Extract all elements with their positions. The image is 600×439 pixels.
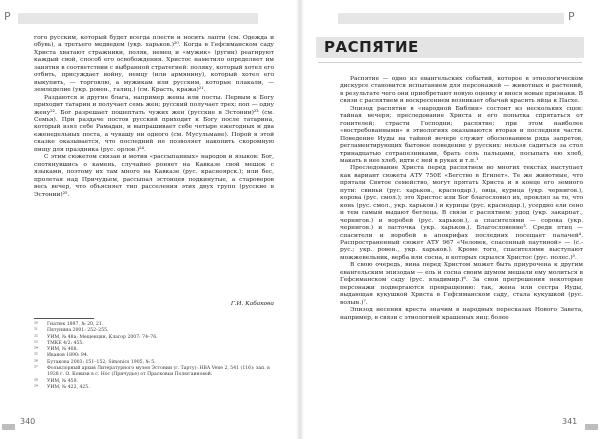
article-title: РАСПЯТИЕ: [324, 38, 419, 56]
right-header-bar: [338, 13, 564, 24]
right-paragraph: Эпизод распятия в «народной Библии» состоит из нескольких сцен: тайная вечеря; преследование Христа и его попытка спрятаться от гонителей; страсти Господни; распятие; при этом наиболее «востребованными» в этиологиях оказываются вторая и последняя части. Поведение Иуды на тайной вечере служит обоснованием ряда запретов, регламентирующих бытовое поведение у русских: нельзя садиться за стол тринадцатью сотрапезниками, брать соль пальцами, посыпать ею хлеб, макать в нее хлеб, идти с ней в руках и т.п.¹: [340, 105, 583, 164]
footnote-rule: [34, 318, 94, 319]
right-page-number: 341: [562, 417, 578, 426]
title-underline: [318, 62, 582, 63]
footnote: [34, 366, 274, 379]
left-paragraph: Раздаются и другие блага, например жены или посты. Первым к Богу приходит татарин и получает семь жен; русский получает трех; поп — одну жену²². Бог разрешает пошептать чужих жен (русские в Эстонии)²³ (см. Семья). При раздаче постов русский приходит к Богу после татарина, который взял себе Рамадан, и выпрашивает себе четыре ежегодных и два еженедельных поста, а чувашу ни одного (см. Мусульмане). Порой в этой сказке оказывается, что последний не позволяет накопить скоромную пищу для праздника (рус. орлов.)²⁴.: [34, 94, 274, 153]
footnote-text: УИМ, № 422, 425.: [47, 384, 90, 390]
left-page-number: 340: [20, 417, 36, 426]
right-paragraph: В свою очередь, вина перед Христом может быть приурочена к другим евангельским эпизодам — ель и сосна своим шумом мешали ему молиться в Гефсиманском саду (рус. владимир.)⁶. За свои прегрешения некоторые персонажи подвергаются превращению: так, жена или сестра Иуды, выдающая кукушкой Христа в Гефсиманском саду, стала кукушкой (рус. волын.)⁷.: [340, 262, 583, 306]
footnote-text: УИМ, № 48а; Мещенцян, Клагор 2007: 74–76.: [47, 334, 158, 340]
article-title-bar: [316, 37, 584, 58]
author-signature: Г.И. Кабакова: [230, 301, 274, 307]
footnote: [34, 385, 274, 391]
footnote-number: ²³: [34, 340, 38, 346]
right-paragraph: Эпизод несения креста значим в народных пересказах Нового Завета, например, в связи с этиологией крашеных яиц: более: [340, 307, 583, 321]
footnote-text: Иванов 1890: 94.: [47, 353, 89, 359]
footnote-text: УИМ, № 459.: [47, 378, 78, 384]
right-header-letter: Р: [568, 10, 575, 23]
footnote-number: ²⁰: [34, 322, 38, 327]
left-body-text: [34, 35, 274, 199]
footnote-number: ²⁵: [34, 353, 38, 359]
left-header-letter: Р: [4, 10, 11, 23]
right-paragraph: Распятие — одно из евангельских событий, которое в этнологическом дискурсе становится испытанием для персонажей — животных и растений, в результате чего они приобретают новую оценку и внося новые признаки. В связи с распятием и воскресением возникает обычай красить яйца к Пасхе.: [340, 76, 583, 105]
left-paragraph: С этим сюжетом связан и мотив «рассыпанных» народов и языков: Бог, споткнувшись о камень, случайно роняет на Кавказе свой мешок с языками, поэтому их там много на Кавказе (рус. красноярск.); или бес, пролетая над Причудьем, рассыпал эстонцев подкинутые, а староверов весь вечер, что объясняет тип расселения этих двух групп (русские в Эстонии)²⁵.: [34, 154, 274, 198]
left-paragraph: гого русским, который будет всегда плести и носить лапти (см. Одежда и обувь), а третьего медведем (укр. харьков.)²⁰. Когда в Гефсиманском саду Христа хватают стражники, поляк, немец и «мужик» (ругин) реагируют каждый свой, способ его освобождения. Христос наметило определяет им занятия в соответствии с выбранной стратегией: поляку, который хотел его отбить, присуждает войну, немцу (или армянину), который хотел его выкупить, — торговлю, а мужикам или русским, которые плакали, — земледелие (укр. ровен., галиц.) (см. Красть, кража)²¹.: [34, 35, 274, 94]
right-corner-mark: [585, 424, 598, 430]
footnote-number: ²⁷: [34, 366, 38, 372]
footnote-text: Фольклорный архив Литературного музея Эстонии (г. Тарту): НВА Vene 2, 541 (116): зап. в 1928 г. О. Ковизи в с. Нос (Причудье) от Прасковьи Полюгаиновой.: [47, 366, 270, 378]
footnote-text: Гнатюк 1897, № 20, 21.: [47, 322, 104, 327]
footnote-number: ²⁹: [34, 384, 38, 390]
right-paragraph: Преследование Христа перед распятием во многих текстах выступает как вариант сюжета АТУ 750E «Бегство в Египет». Те же животные, что прятали Святое семейство, могут прятать Христа и в конце его земного пути: свиньи (рус. харьков., краснодар.), овца, курица (укр. чернигов.), корова (рус. смол.); это Христос или Бог благословил их, проклял за то, что конь (рус. смол., укр. харьков.) и курицы (рус. краснодар.), усердно ели сено и тем самым выдают беглеца. В связи с распятием: удод (укр. закарпат., чернигов.) и воробей (рус. харьков.), а спасителями — сорока (укр. чернигов.) и ласточка (укр. харьков.). Благословение³. Среди птиц — спасители и воробей в апокрифах последних посещает палачей⁴. Распространенный сюжет АТУ 967 «Человек, спасенный паутиной» — (с.-рус.; укр. ровен., укр. харьков.). Кроме того, спасителями выступают можжевельник, верба или сосна, в которых скрылся Христос (рус. полес.)⁵.: [340, 165, 583, 261]
right-body-text: [340, 76, 583, 322]
footnote-text: ТМКЕ 4/2: 455.: [47, 340, 84, 346]
footnote-text: Пятунина 2001: 252–255.: [47, 328, 109, 334]
left-corner-mark: [2, 424, 15, 430]
footnote-number: ²²: [34, 334, 38, 340]
right-page: [300, 0, 600, 439]
footnote-number: ²⁴: [34, 347, 38, 353]
footnote-number: ²⁶: [34, 359, 38, 365]
footnotes: [34, 322, 274, 391]
left-header-bar: [18, 13, 258, 24]
footnote-text: Бутакова 2003: 151–152; Simonics 1905, № 5.: [47, 359, 156, 365]
footnote-number: ²¹: [34, 328, 38, 334]
footnote-number: ²⁸: [34, 378, 38, 384]
footnote-text: УИМ, № 408.: [47, 347, 78, 353]
